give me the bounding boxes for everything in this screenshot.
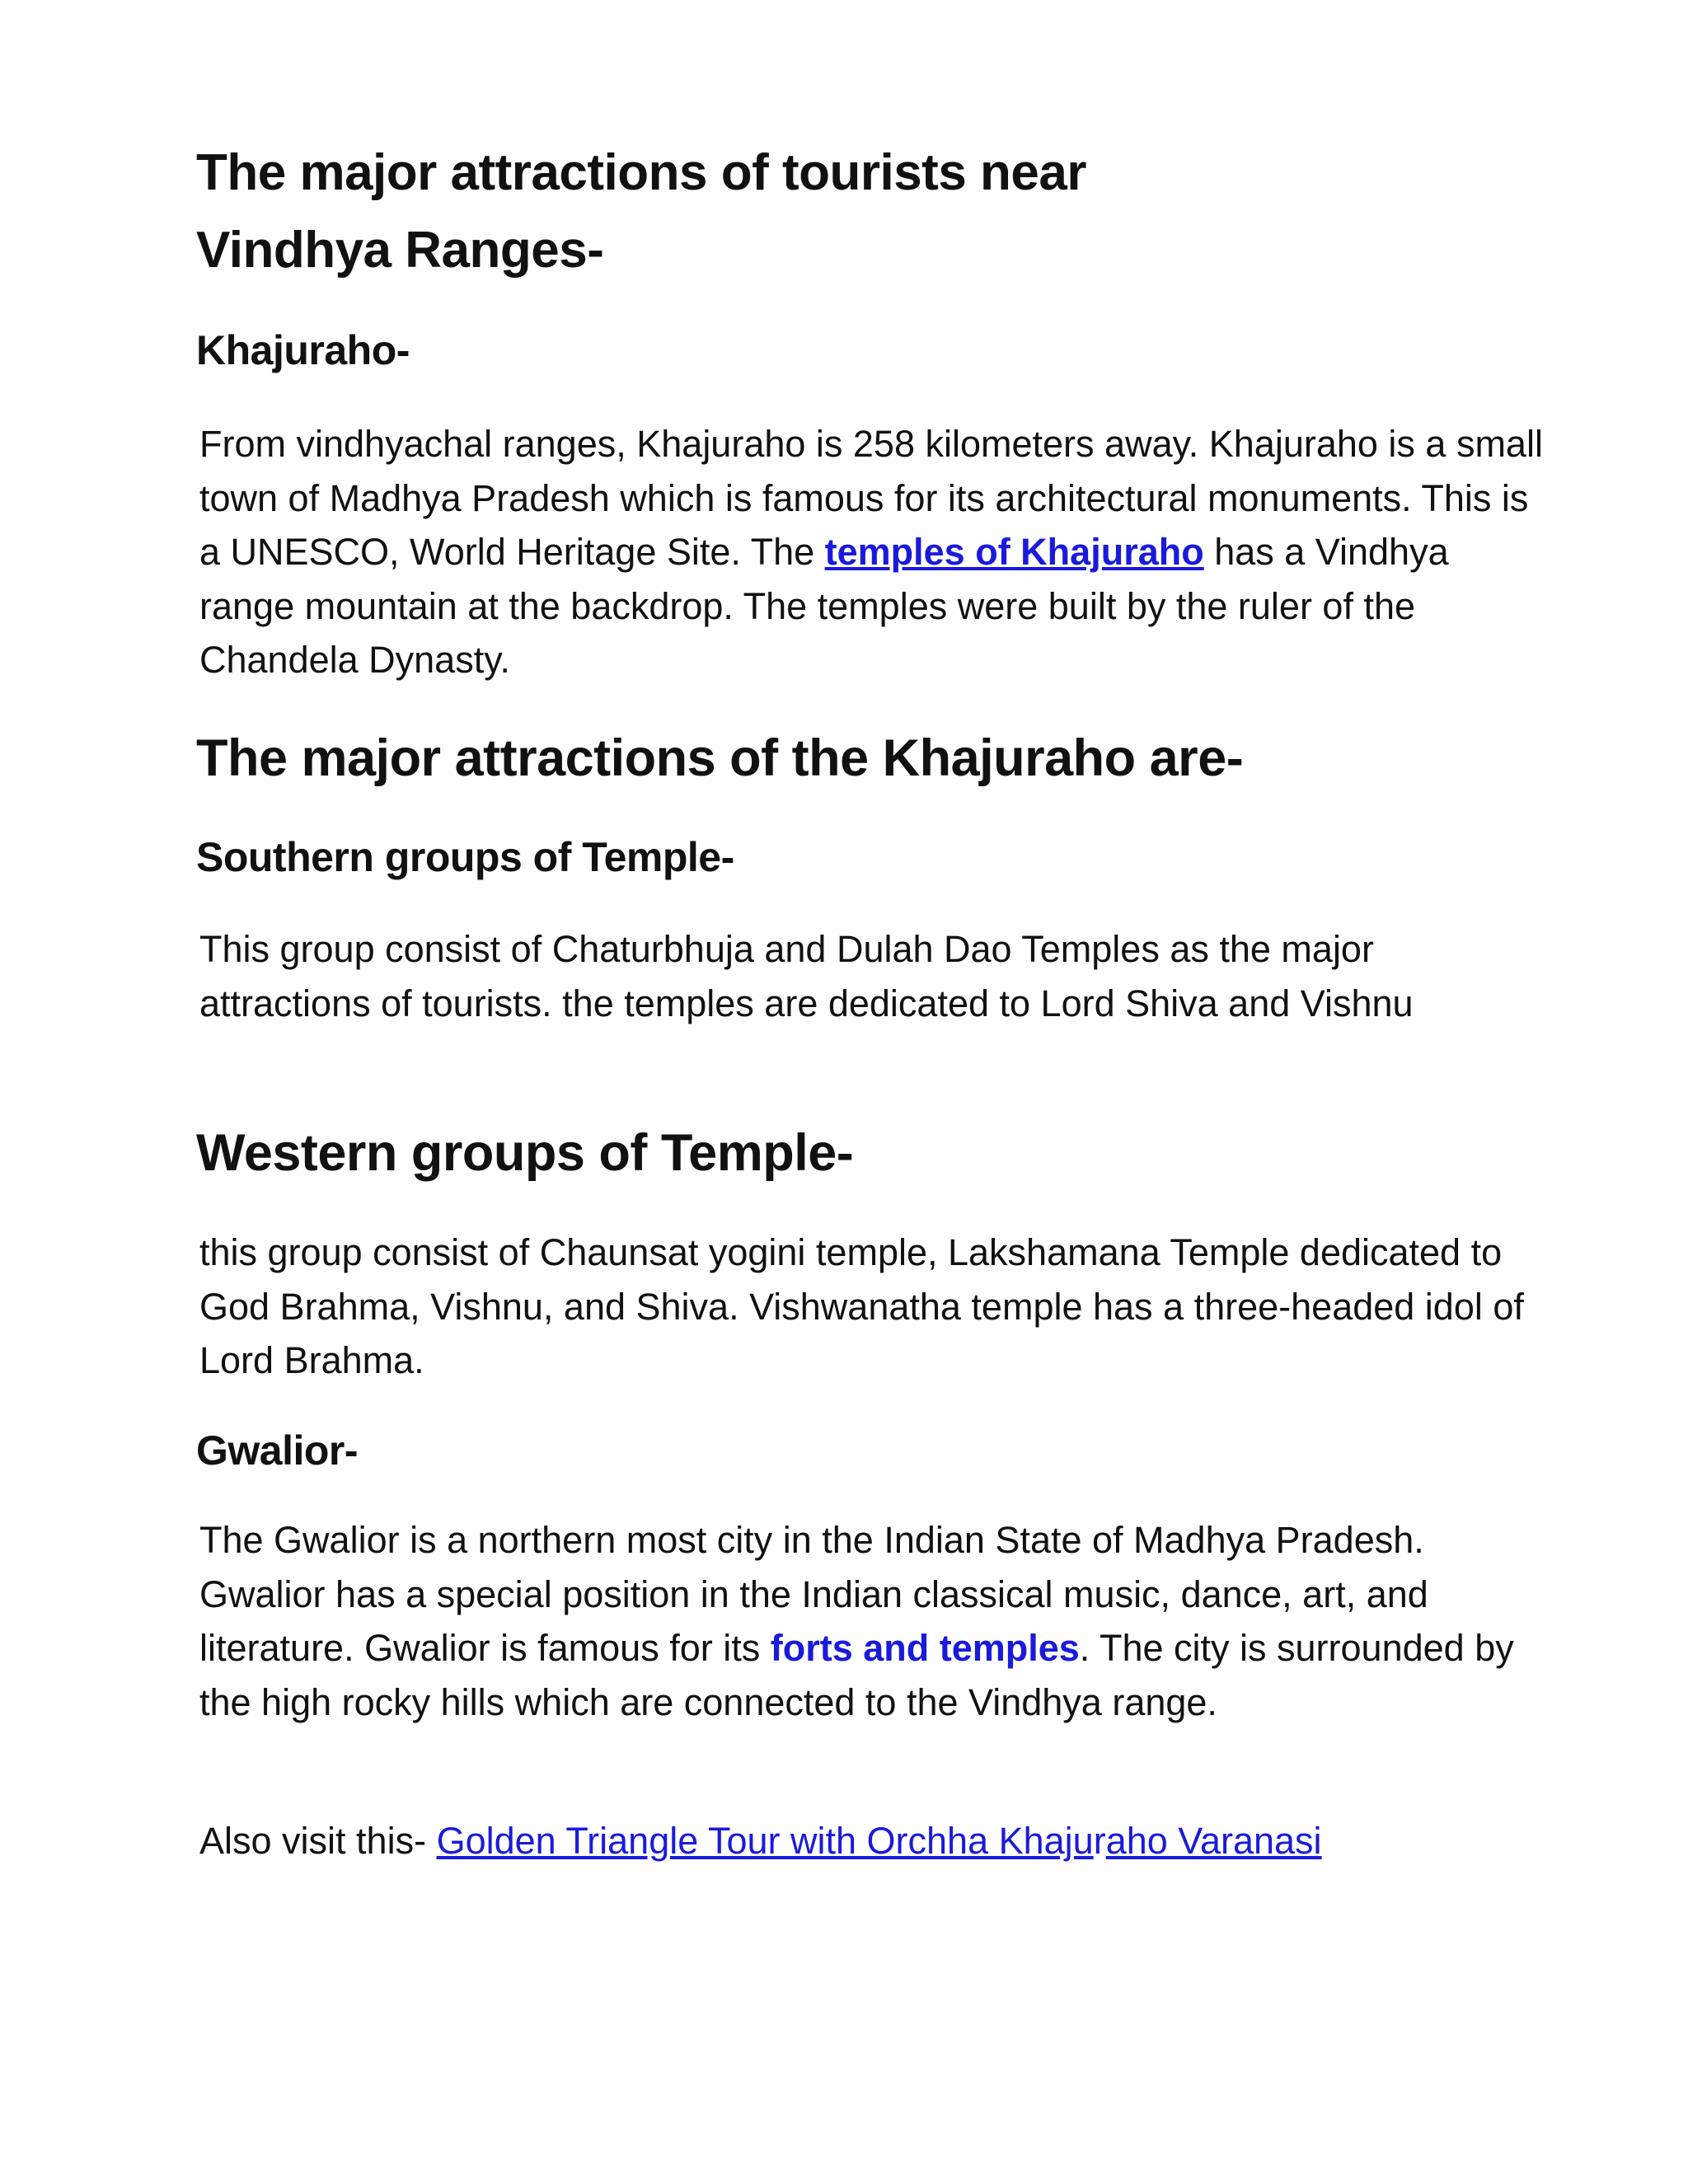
text-cursor-highlight: r [1094,1814,1106,1868]
khajuraho-paragraph [199,417,1551,687]
forts-and-temples-link[interactable]: forts and temples [770,1627,1080,1669]
southern-paragraph: This group consist of Chaturbhuja and Dulah Dao Temples as the major attractions of tourists. the temples are dedicated to Lord Shiva and Vishnu [199,928,1414,1024]
main-heading [196,134,1548,289]
golden-triangle-link-part2: aho Varanasi [1105,1820,1322,1862]
also-visit-prefix: Also visit this- [199,1820,437,1862]
khajuraho-text-2: has a Vindhya range mountain at the backdrop. The temples were built by the ruler of the Chandela Dynasty. [199,531,1449,681]
khajuraho-text-1: From vindhyachal ranges, Khajuraho is 258 kilometers away. Khajuraho is a small town of Madhya Pradesh which is famous for its architectural monuments. This is a UNESCO, World Heritage Site. The [199,423,1543,573]
gwalior-text-1: The Gwalior is a northern most city in the Indian State of Madhya Pradesh. Gwalior has a special position in the Indian classical music, dance, art, and literature. Gwalior is famous for its [199,1519,1428,1669]
southern-heading: Southern groups of Temple- [196,834,734,880]
also-visit-line [199,1814,1551,1868]
main-heading-line1: The major attractions of tourists near [196,144,1086,201]
golden-triangle-tour-link[interactable] [437,1820,1322,1862]
khajuraho-heading: Khajuraho- [196,327,410,373]
gwalior-text-2: . The city is surrounded by the high rocky hills which are connected to the Vindhya range. [199,1627,1514,1723]
attractions-heading: The major attractions of the Khajuraho are- [196,729,1244,787]
golden-triangle-link-part1: Golden Triangle Tour with Orchha Khaju [436,1820,1094,1862]
western-heading: Western groups of Temple- [196,1124,854,1182]
gwalior-heading: Gwalior- [196,1427,359,1474]
main-heading-line2: Vindhya Ranges- [196,222,604,279]
temples-of-khajuraho-link[interactable]: temples of Khajuraho [824,531,1204,573]
gwalior-paragraph [199,1513,1551,1729]
western-paragraph: this group consist of Chaunsat yogini temple, Lakshamana Temple dedicated to God Brahma, Vishnu, and Shiva. Vishwanatha temple has a three-headed idol of Lord Brahma. [199,1231,1524,1381]
